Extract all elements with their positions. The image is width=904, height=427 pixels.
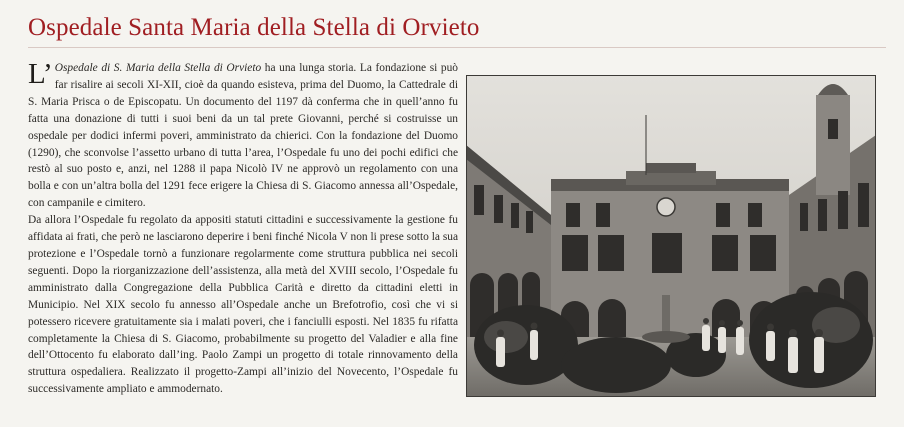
article-body	[28, 60, 458, 398]
title-divider	[28, 47, 886, 48]
paragraph-1	[28, 60, 458, 212]
historic-photo	[466, 75, 876, 397]
italic-lead: Ospedale di S. Maria della Stella di Orvieto	[54, 62, 262, 74]
paragraph-2: Da allora l’Ospedale fu regolato da appositi statuti cittadini e successivamente la gestione fu affidata ai frati, che però ne lasciarono deperire i beni finché Nicola V non li prese sotto la sua protezione e l’Ospedale tornò a funzionare regolarmente come struttura pubblica nei secoli seguenti. Dopo la riorganizzazione dell’assistenza, alla metà del XVIII secolo, l’Ospedale fu amministrato dalla Congregazione della Pubblica Carità e diretto da cittadini eletti in Municipio. Nel XIX secolo fu annesso all’Ospedale anche un Brefotrofio, così che vi si potessero ricevere gratuitamente sia i malati poveri, che i fanciulli esposti. Nel 1835 fu rifatta completamente la Chiesa di S. Giacomo, probabilmente su progetto del Valadier e alla fine dell’Ottocento fu elaborato dall’ing. Paolo Zampi un progetto di totale rinnovamento della struttura ospedaliera. Realizzato il progetto-Zampi all’inizio del Novecento, l’Ospedale fu successivamente ampliato e ammodernato.	[28, 214, 458, 396]
paragraph-1-text: ha una lunga storia. La fondazione si può far risalire ai secoli XI-XII, cioè da quando esisteva, prima del Duomo, la Cattedrale di S. Maria Prisca o de Episcopatu. Un documento del 1197 dà conferma che in quell’anno fu fatta una donazione di tutti i suoi beni da un tal prete Giovanni, perché si costruisse un ospedale per dodici infermi poveri, amministrato da chierici. Con la fondazione del Duomo (1290), che sconvolse l’assetto urbano di tutta l’area, l’Ospedale fu uno dei pochi edifici che restò al suo posto e, anzi, nel 1288 il papa Nicolò IV ne approvò un regolamento con una bolla e con un’altra bolla del 1291 fece erigere la Chiesa di S. Giacomo annessa all’Ospedale, con campanile e cimitero.	[28, 62, 458, 210]
historic-photo-courtyard	[466, 75, 876, 397]
page-title: Ospedale Santa Maria della Stella di Orvieto	[28, 14, 480, 41]
drop-cap: L’	[28, 58, 53, 90]
